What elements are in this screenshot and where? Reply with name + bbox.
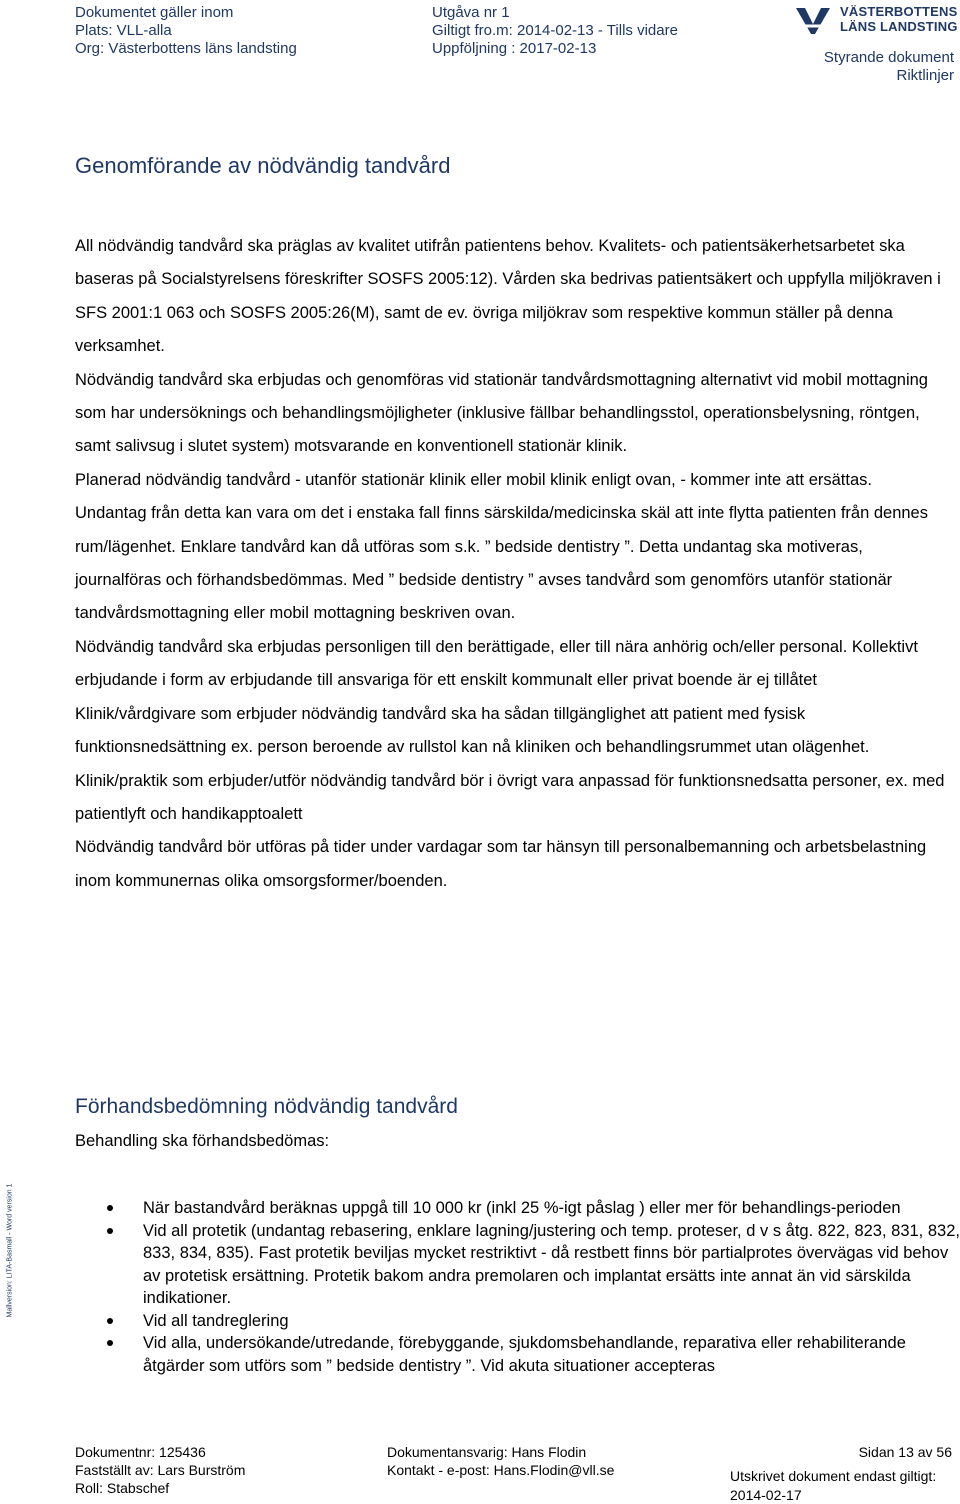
bullet-icon bbox=[107, 1228, 113, 1234]
header-edition: Utgåva nr 1 bbox=[432, 4, 510, 21]
paragraph: Planerad nödvändig tandvård - utanför stationär klinik eller mobil klinik enligt ovan, - kommer inte att ersättas. bbox=[75, 470, 872, 489]
list-item-text: Vid alla, undersökande/utredande, förebyggande, sjukdomsbehandlande, reparativa eller rehabiliterande åtgärder som utförs som ” bedside dentistry ”. Vid akuta situationer accepteras bbox=[143, 1334, 906, 1375]
paragraph: Klinik/praktik som erbjuder/utför nödvändig tandvård bör i övrigt vara anpassad för funktionsnedsatta personer, ex. med patientlyft och handikapptoalett bbox=[75, 771, 945, 823]
footer-page-number: Sidan 13 av 56 bbox=[858, 1444, 952, 1460]
header-col-scope bbox=[75, 4, 297, 58]
header-valid-from: Giltigt fro.m: 2014-02-13 - Tills vidare bbox=[432, 22, 678, 39]
footer-role: Roll: Stabschef bbox=[75, 1480, 170, 1496]
organization-logo bbox=[795, 4, 960, 38]
footer-approved-by: Fastställt av: Lars Burström bbox=[75, 1462, 246, 1478]
paragraph: Undantag från detta kan vara om det i enstaka fall finns särskilda/medicinska skäl att inte flytta patienten från dennes rum/lägenhet. Enklare tandvård kan då utföras som s.k. ” bedside dentistry ”. Detta undantag ska motiveras, journalföras och förhandsbedömmas. Med ” bedside dentistry ” avses tandvård som genomförs utanför stationär tandvårdsmottagning eller mobil mottagning beskriven ovan. bbox=[75, 504, 928, 623]
list-item bbox=[75, 1197, 960, 1220]
list-item bbox=[75, 1332, 960, 1377]
document-category: Riktlinjer bbox=[896, 67, 954, 84]
logo-line-1: VÄSTERBOTTENS bbox=[840, 4, 958, 19]
footer-doc-number: Dokumentnr: 125436 bbox=[75, 1444, 206, 1460]
list-item bbox=[75, 1220, 960, 1310]
paragraph: Nödvändig tandvård bör utföras på tider under vardagar som tar hänsyn till personalbemanning och arbetsbelastning inom kommunernas olika omsorgsformer/boenden. bbox=[75, 838, 927, 890]
footer-middle bbox=[387, 1443, 614, 1479]
list-item-text: När bastandvård beräknas uppgå till 10 000 kr (inkl 25 %-igt påslag ) eller mer för behandlings-perioden bbox=[143, 1199, 901, 1217]
paragraph: Nödvändig tandvård ska erbjudas och genomföras vid stationär tandvårdsmottagning alternativt vid mobil mottagning som har undersöknings och behandlingsmöjligheter (inklusive fällbar behandlingsstol, operationsbelysning, röntgen, samt salivsug i slutet system) motsvarande en konventionell stationär klinik. bbox=[75, 370, 928, 456]
section-title-implementation: Genomförande av nödvändig tandvård bbox=[75, 153, 451, 178]
logo-line-2: LÄNS LANDSTING bbox=[840, 19, 958, 34]
template-version-note: Mallversion: LITA-Basmall - Word version 1 bbox=[6, 1183, 14, 1318]
list-item-text: Vid all protetik (undantag rebasering, enklare lagning/justering och temp. proteser, d v s åtg. 822, 823, 831, 832, 833, 834, 835). Fast protetik beviljas mycket restriktivt - då restbett finns bör partialprotes övervägas vid behov av protetisk ersättning. Protetik bakom andra premolaren och implantat ersätts inte annat än vid särskilda indikationer. bbox=[143, 1221, 960, 1307]
bullet-list bbox=[75, 1197, 960, 1377]
bullet-icon bbox=[107, 1318, 113, 1324]
section-intro: Behandling ska förhandsbedömas: bbox=[75, 1132, 330, 1150]
bullet-icon bbox=[107, 1205, 113, 1211]
header-org: Org: Västerbottens läns landsting bbox=[75, 40, 297, 57]
header-col-version bbox=[432, 4, 678, 58]
paragraph: All nödvändig tandvård ska präglas av kvalitet utifrån patientens behov. Kvalitets- och patientsäkerhetsarbetet ska baseras på Socialstyrelsens föreskrifter SOSFS 2005:12). Vården ska bedrivas patientsäkert och uppfylla miljökraven i SFS 2001:1 063 och SOSFS 2005:26(M), samt de ev. övriga miljökrav som respektive kommun ställer på denna verksamhet. bbox=[75, 237, 941, 356]
document-type bbox=[824, 49, 954, 85]
list-item-text: Vid all tandreglering bbox=[143, 1311, 289, 1330]
footer-responsible: Dokumentansvarig: Hans Flodin bbox=[387, 1444, 587, 1460]
paragraph: Klinik/vårdgivare som erbjuder nödvändig tandvård ska ha sådan tillgänglighet att patient med fysisk funktionsnedsättning ex. person beroende av rullstol kan nå kliniken och behandlingsrummet utan olägenhet. bbox=[75, 704, 870, 757]
section-title-preassessment: Förhandsbedömning nödvändig tandvård bbox=[75, 1095, 458, 1118]
section-body bbox=[75, 230, 945, 898]
logo-text bbox=[840, 4, 958, 34]
logo-mark-icon bbox=[795, 6, 831, 36]
footer-printed-valid: Utskrivet dokument endast giltigt: bbox=[730, 1468, 937, 1484]
footer-contact: Kontakt - e-post: Hans.Flodin@vll.se bbox=[387, 1462, 615, 1478]
header-scope-label: Dokumentet gäller inom bbox=[75, 4, 234, 21]
header-place: Plats: VLL-alla bbox=[75, 22, 172, 39]
footer-left bbox=[75, 1443, 245, 1497]
bullet-icon bbox=[107, 1340, 113, 1346]
paragraph: Nödvändig tandvård ska erbjudas personligen till den berättigade, eller till nära anhörig och/eller personal. Kollektivt erbjudande i form av erbjudande till ansvariga för ett enskilt kommunalt eller privat boende är ej tillåtet bbox=[75, 637, 918, 690]
footer-printed-date: 2014-02-17 bbox=[730, 1487, 802, 1503]
header-followup: Uppföljning : 2017-02-13 bbox=[432, 40, 597, 57]
document-type-label: Styrande dokument bbox=[823, 49, 954, 66]
list-item bbox=[75, 1310, 960, 1333]
